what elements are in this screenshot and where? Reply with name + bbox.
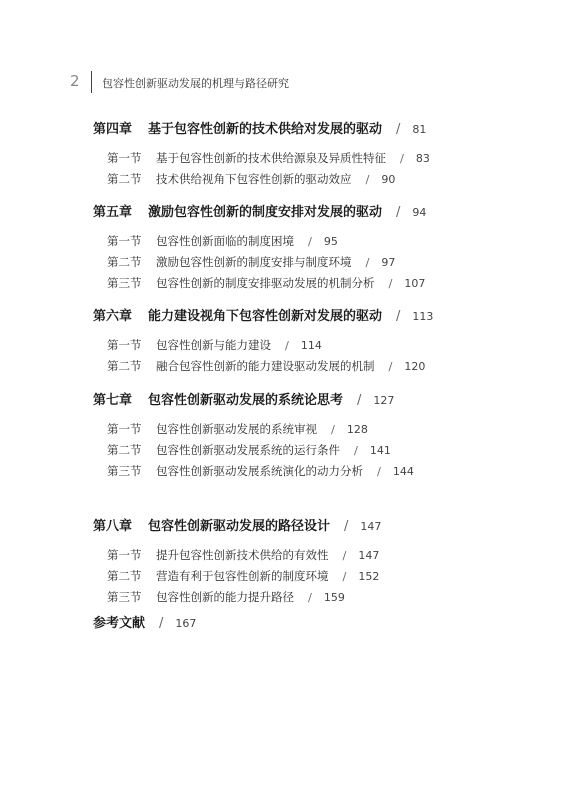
chapter-number: 第八章 [93, 519, 133, 534]
section-number: 第三节 [107, 276, 142, 290]
section-number: 第一节 [107, 234, 142, 248]
chapter-page: 147 [360, 520, 382, 533]
section-page: 144 [392, 465, 414, 478]
toc-section[interactable] [107, 233, 338, 249]
header-divider [91, 71, 92, 93]
section-number: 第二节 [107, 569, 142, 583]
references-title: 参考文献 [93, 616, 146, 631]
section-title: 技术供给视角下包容性创新的驱动效应 [156, 172, 352, 186]
page-separator: / [342, 548, 347, 562]
section-number: 第一节 [107, 151, 142, 165]
page-separator: / [388, 276, 393, 290]
toc-chapter-7[interactable] [93, 389, 394, 408]
page-separator: / [365, 255, 370, 269]
toc-section[interactable] [107, 589, 345, 605]
section-title: 包容性创新驱动发展系统演化的动力分析 [156, 464, 363, 478]
section-title: 基于包容性创新的技术供给源泉及异质性特征 [156, 151, 386, 165]
page-separator: / [396, 122, 401, 137]
page-separator: / [308, 590, 312, 604]
section-page: 159 [323, 591, 345, 604]
section-page: 95 [323, 235, 338, 248]
page-separator: / [344, 519, 349, 534]
section-number: 第二节 [107, 359, 142, 373]
toc-section[interactable] [107, 463, 414, 479]
toc-section[interactable] [107, 421, 368, 437]
chapter-title: 包容性创新驱动发展的系统论思考 [148, 393, 344, 408]
chapter-number: 第七章 [93, 393, 133, 408]
page-separator: / [331, 422, 335, 436]
section-title: 激励包容性创新的制度安排与制度环境 [156, 255, 352, 269]
section-number: 第一节 [107, 422, 142, 436]
section-page: 83 [415, 152, 430, 165]
page-number: 2 [70, 72, 80, 90]
section-title: 包容性创新的制度安排驱动发展的机制分析 [156, 276, 375, 290]
toc-section[interactable] [107, 171, 395, 187]
references-page: 167 [175, 617, 197, 630]
section-number: 第一节 [107, 548, 142, 562]
section-title: 营造有利于包容性创新的制度环境 [156, 569, 329, 583]
section-title: 包容性创新与能力建设 [156, 338, 271, 352]
section-number: 第二节 [107, 172, 142, 186]
chapter-page: 94 [412, 206, 427, 219]
toc-section[interactable] [107, 254, 395, 270]
page-separator: / [159, 616, 164, 631]
page-separator: / [400, 151, 404, 165]
toc-section[interactable] [107, 150, 430, 166]
section-number: 第三节 [107, 590, 142, 604]
section-page: 107 [404, 277, 426, 290]
chapter-title: 包容性创新驱动发展的路径设计 [148, 519, 331, 534]
page-separator: / [308, 234, 312, 248]
section-page: 97 [381, 256, 396, 269]
chapter-title: 基于包容性创新的技术供给对发展的驱动 [148, 122, 383, 137]
section-page: 141 [369, 444, 391, 457]
toc-chapter-4[interactable] [93, 118, 426, 137]
chapter-page: 113 [412, 310, 434, 323]
section-number: 第二节 [107, 443, 142, 457]
section-title: 包容性创新驱动发展系统的运行条件 [156, 443, 340, 457]
chapter-number: 第四章 [93, 122, 133, 137]
running-title: 包容性创新驱动发展的机理与路径研究 [102, 77, 289, 90]
chapter-page: 81 [412, 123, 427, 136]
chapter-page: 127 [373, 394, 395, 407]
section-number: 第三节 [107, 464, 142, 478]
chapter-title: 能力建设视角下包容性创新对发展的驱动 [148, 309, 383, 324]
page-separator: / [396, 309, 401, 324]
chapter-title: 激励包容性创新的制度安排对发展的驱动 [148, 205, 383, 220]
section-page: 152 [358, 570, 380, 583]
section-page: 120 [404, 360, 426, 373]
section-page: 128 [346, 423, 368, 436]
page-separator: / [388, 359, 393, 373]
section-page: 90 [381, 173, 396, 186]
section-page: 147 [358, 549, 380, 562]
toc-section[interactable] [107, 275, 425, 291]
toc-section[interactable] [107, 547, 379, 563]
page-separator: / [342, 569, 347, 583]
toc-section[interactable] [107, 358, 425, 374]
page-separator: / [354, 443, 358, 457]
section-number: 第二节 [107, 255, 142, 269]
toc-chapter-8[interactable] [93, 515, 381, 534]
toc-section[interactable] [107, 442, 391, 458]
section-title: 包容性创新的能力提升路径 [156, 590, 294, 604]
page-separator: / [285, 338, 289, 352]
toc-references[interactable] [93, 612, 196, 631]
page-separator: / [357, 393, 362, 408]
section-title: 提升包容性创新技术供给的有效性 [156, 548, 329, 562]
page-separator: / [365, 172, 370, 186]
toc-section[interactable] [107, 568, 379, 584]
section-number: 第一节 [107, 338, 142, 352]
section-title: 融合包容性创新的能力建设驱动发展的机制 [156, 359, 375, 373]
section-title: 包容性创新面临的制度困境 [156, 234, 294, 248]
page-separator: / [377, 464, 381, 478]
toc-section[interactable] [107, 337, 322, 353]
section-title: 包容性创新驱动发展的系统审视 [156, 422, 317, 436]
toc-chapter-6[interactable] [93, 305, 433, 324]
chapter-number: 第六章 [93, 309, 133, 324]
chapter-number: 第五章 [93, 205, 133, 220]
page-separator: / [396, 205, 401, 220]
section-page: 114 [300, 339, 322, 352]
toc-chapter-5[interactable] [93, 201, 426, 220]
